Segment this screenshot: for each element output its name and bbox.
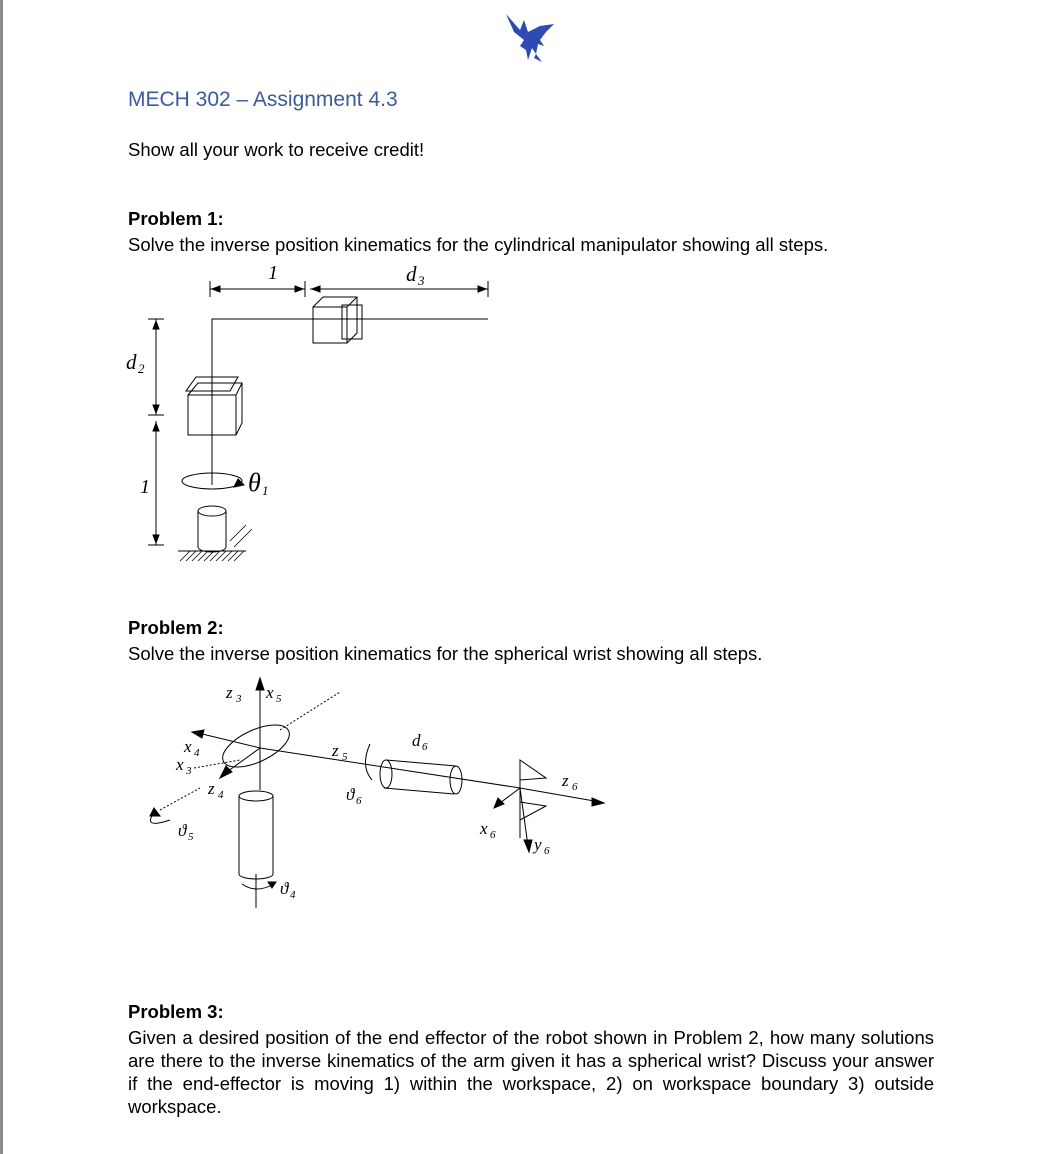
cylindrical-manipulator-diagram — [120, 255, 520, 575]
axis-label-z6: z — [562, 771, 569, 790]
problem-3-heading: Problem 3: — [128, 1001, 224, 1022]
axis-label-x3: x — [176, 755, 184, 774]
axis-label-x4-sub: 4 — [194, 747, 200, 759]
axis-label-x3-sub: 3 — [186, 765, 192, 777]
joint-label-theta6-sub: 6 — [356, 795, 362, 807]
axis-label-x4: x — [184, 737, 192, 756]
dim-label-d6-sub: 6 — [422, 741, 428, 753]
joint-label-theta6: ϑ — [346, 785, 355, 804]
dim-label-1-top: 1 — [268, 262, 278, 284]
axis-label-x5-sub: 5 — [276, 693, 282, 705]
dim-label-d3: d — [406, 262, 417, 286]
page-left-border — [0, 0, 3, 1154]
joint-label-theta4: ϑ — [280, 879, 289, 898]
joint-label-theta1: θ — [248, 468, 261, 497]
spherical-wrist-diagram — [140, 670, 620, 925]
document-title: MECH 302 – Assignment 4.3 — [128, 88, 398, 111]
problem-1-heading: Problem 1: — [128, 208, 224, 229]
axis-label-z5-sub: 5 — [342, 751, 348, 763]
problem-3-text: Given a desired position of the end effector of the robot shown in Problem 2, how many solutions are there to the inverse kinematics of the arm given it has a spherical wrist? Discuss your answer if the end-effector is moving 1) within the workspace, 2) on workspace boundary 3) outside workspace. — [128, 1027, 934, 1117]
axis-label-x6: x — [480, 819, 488, 838]
axis-label-z4: z — [208, 779, 215, 798]
axis-label-z3: z — [226, 683, 233, 702]
joint-label-theta4-sub: 4 — [290, 889, 296, 901]
eagle-logo-icon — [500, 10, 560, 66]
dim-label-d2-sub: 2 — [138, 361, 145, 376]
problem-2-heading: Problem 2: — [128, 617, 224, 638]
dim-label-1-left: 1 — [140, 476, 150, 498]
axis-label-y6-sub: 6 — [544, 845, 550, 857]
dim-label-d6: d — [412, 731, 421, 750]
joint-label-theta5-sub: 5 — [188, 831, 194, 843]
axis-label-y6: y — [534, 835, 542, 854]
axis-label-z5: z — [332, 741, 339, 760]
joint-label-theta1-sub: 1 — [262, 483, 269, 498]
dim-label-d2: d — [126, 350, 137, 374]
axis-label-z4-sub: 4 — [218, 789, 224, 801]
problem-1-text: Solve the inverse position kinematics for the cylindrical manipulator showing all steps. — [128, 234, 829, 255]
axis-label-z3-sub: 3 — [236, 693, 242, 705]
document-subtitle: Show all your work to receive credit! — [128, 139, 425, 160]
dim-label-d3-sub: 3 — [418, 273, 425, 288]
axis-label-x5: x — [266, 683, 274, 702]
joint-label-theta5: ϑ — [178, 821, 187, 840]
axis-label-x6-sub: 6 — [490, 829, 496, 841]
axis-label-z6-sub: 6 — [572, 781, 578, 793]
problem-2-text: Solve the inverse position kinematics for the spherical wrist showing all steps. — [128, 643, 763, 664]
